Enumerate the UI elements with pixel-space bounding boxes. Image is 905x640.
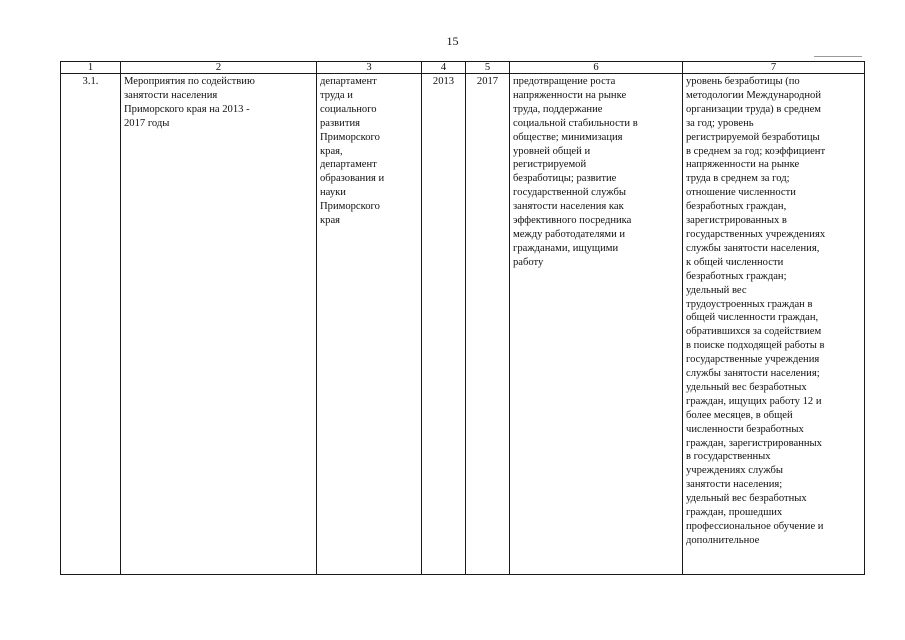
program-table <box>60 61 865 575</box>
text-line: науки <box>320 187 346 199</box>
executor-cell <box>317 74 422 575</box>
text-line: края <box>320 215 341 227</box>
text-line: методологии Международной <box>686 89 822 101</box>
text-line: профессиональное обучение и <box>686 521 824 532</box>
row-number: 3.1. <box>61 74 121 575</box>
text-line: труда и <box>320 89 353 101</box>
text-line: граждан, прошедших <box>686 507 783 519</box>
text-line: края, <box>320 145 343 157</box>
text-line: труда, поддержание <box>513 103 603 115</box>
text-line: службы занятости населения, <box>686 242 820 254</box>
text-line: за год; уровень <box>686 117 754 129</box>
text-line: дополнительное <box>686 534 760 546</box>
text-line: развития <box>320 117 361 129</box>
text-line: удельный вес безработных <box>686 493 807 505</box>
text-line: эффективного посредника <box>513 215 632 227</box>
text-line: социальной стабильности в <box>513 117 638 129</box>
text-line: граждан, зарегистрированных <box>686 437 822 449</box>
text-line: 2017 годы <box>124 117 170 129</box>
text-line: гражданами, ищущими <box>513 242 619 254</box>
text-line: социального <box>320 103 377 115</box>
text-line: государственных учреждениях <box>686 228 826 240</box>
text-line: занятости населения <box>124 89 218 101</box>
text-line: удельный вес безработных <box>686 381 807 393</box>
text-line: учреждениях службы <box>686 465 784 477</box>
text-line: Мероприятия по содействию <box>124 76 255 87</box>
text-line: численности безработных <box>686 423 804 435</box>
header-col-4: 4 <box>422 62 466 74</box>
text-line: напряженности на рынке <box>686 159 800 171</box>
event-name-cell <box>121 74 317 575</box>
text-line: организации труда) в среднем <box>686 103 822 115</box>
header-col-3: 3 <box>317 62 422 74</box>
text-line: к общей численности <box>686 256 784 268</box>
text-line: граждан, ищущих работу 12 и <box>686 395 822 407</box>
text-line: в государственных <box>686 451 771 463</box>
header-col-6: 6 <box>510 62 683 74</box>
text-line: предотвращение роста <box>513 76 616 87</box>
text-line: образования и <box>320 173 385 185</box>
text-line: между работодателями и <box>513 228 626 240</box>
text-line: государственные учреждения <box>686 354 820 366</box>
text-line: более месяцев, в общей <box>686 409 793 421</box>
indicators-cell <box>683 74 865 575</box>
text-line: департамент <box>320 76 377 87</box>
text-line: обществе; минимизация <box>513 131 623 143</box>
text-line: удельный вес <box>686 284 747 296</box>
header-row <box>61 62 865 74</box>
header-col-2: 2 <box>121 62 317 74</box>
header-col-7: 7 <box>683 62 865 74</box>
text-line: трудоустроенных граждан в <box>686 298 813 310</box>
table-row <box>61 74 865 575</box>
text-line: в среднем за год; коэффициент <box>686 145 826 157</box>
text-line: зарегистрированных в <box>686 215 787 227</box>
text-line: безработицы; развитие <box>513 173 617 185</box>
text-line: государственной службы <box>513 187 626 199</box>
text-line: в поиске подходящей работы в <box>686 340 825 352</box>
text-line: труда в среднем за год; <box>686 173 790 185</box>
text-line: занятости населения как <box>513 201 624 213</box>
header-col-1: 1 <box>61 62 121 74</box>
text-line: Приморского <box>320 201 380 213</box>
text-line: уровень безработицы (по <box>686 76 800 87</box>
text-line: обратившихся за содействием <box>686 326 822 338</box>
text-line: департамент <box>320 159 377 171</box>
text-line: работу <box>513 256 544 268</box>
text-line: напряженности на рынке <box>513 89 627 101</box>
scan-mark <box>814 56 862 57</box>
text-line: регистрируемой безработицы <box>686 131 820 143</box>
start-year-cell: 2013 <box>422 74 466 575</box>
text-line: регистрируемой <box>513 159 587 171</box>
text-line: Приморского края на 2013 - <box>124 103 250 115</box>
text-line: занятости населения; <box>686 479 783 491</box>
header-col-5: 5 <box>466 62 510 74</box>
text-line: Приморского <box>320 131 380 143</box>
text-line: отношение численности <box>686 187 796 199</box>
expected-result-cell <box>510 74 683 575</box>
text-line: общей численности граждан, <box>686 312 819 324</box>
text-line: безработных граждан, <box>686 201 787 213</box>
text-line: уровней общей и <box>513 145 591 157</box>
text-line: безработных граждан; <box>686 270 787 282</box>
end-year-cell: 2017 <box>466 74 510 575</box>
page-number: 15 <box>446 34 459 48</box>
text-line: службы занятости населения; <box>686 368 820 380</box>
